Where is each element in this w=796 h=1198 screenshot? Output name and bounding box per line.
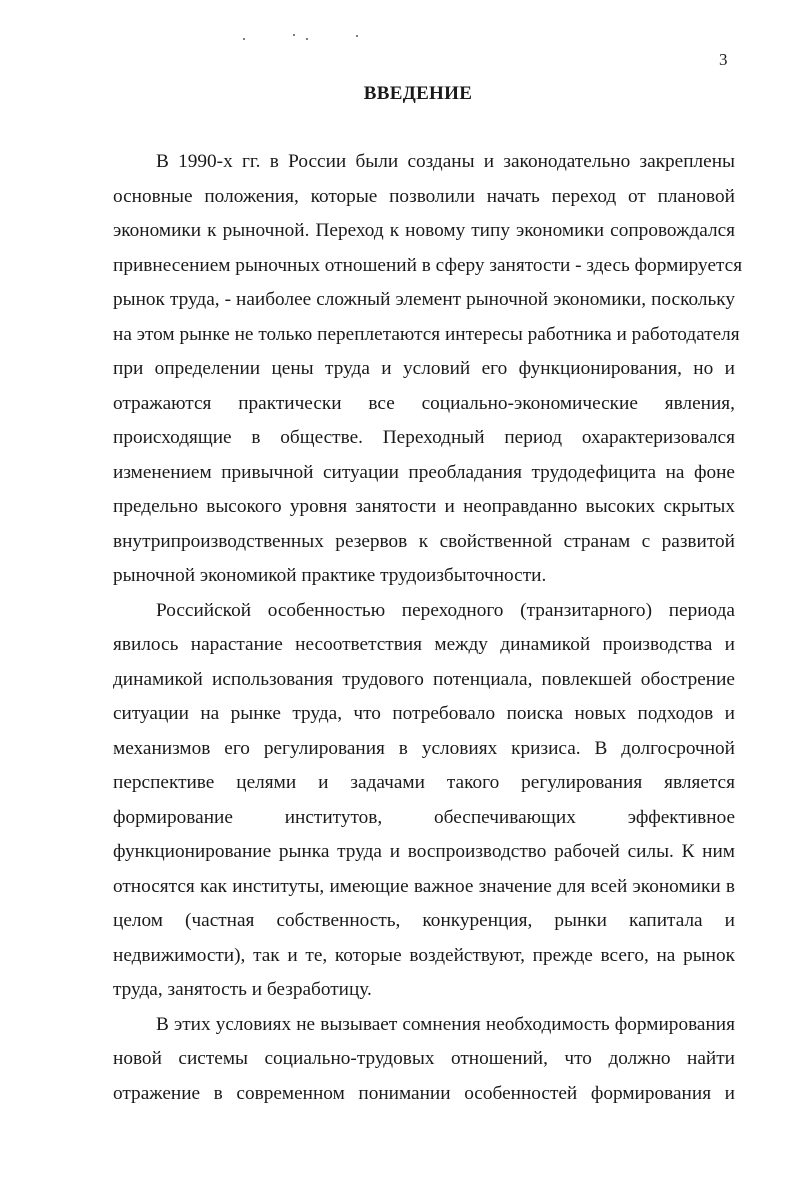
text-line: целом (частная собственность, конкуренция, рынки капитала и xyxy=(113,910,735,931)
text-line: недвижимости), так и те, которые воздействуют, прежде всего, на рынок xyxy=(113,945,735,966)
text-line: внутрипроизводственных резервов к свойственной странам с развитой xyxy=(113,531,735,552)
text-line: основные положения, которые позволили начать переход от плановой xyxy=(113,186,735,207)
text-line: В 1990-х гг. в России были созданы и законодательно закреплены xyxy=(156,151,735,172)
text-line: В этих условиях не вызывает сомнения необходимость формирования xyxy=(156,1014,735,1035)
text-line: перспективе целями и задачами такого регулирования является xyxy=(113,772,735,793)
text-line: Российской особенностью переходного (транзитарного) периода xyxy=(156,600,735,621)
text-line: механизмов его регулирования в условиях кризиса. В долгосрочной xyxy=(113,738,735,759)
text-line: динамикой использования трудового потенциала, повлекшей обострение xyxy=(113,669,735,690)
page-number: 3 xyxy=(719,50,728,69)
scan-speck xyxy=(356,35,358,37)
text-line: предельно высокого уровня занятости и неоправданно высоких скрытых xyxy=(113,496,735,517)
text-line: экономики к рыночной. Переход к новому типу экономики сопровождался xyxy=(113,220,735,241)
text-line: отражаются практически все социально-экономические явления, xyxy=(113,393,735,414)
text-line: привнесением рыночных отношений в сферу занятости - здесь формируется xyxy=(113,255,743,276)
text-line: ситуации на рынке труда, что потребовало поиска новых подходов и xyxy=(113,703,735,724)
text-line: на этом рынке не только переплетаются интересы работника и работодателя xyxy=(113,324,740,345)
page-title: ВВЕДЕНИЕ xyxy=(363,83,473,104)
text-line: происходящие в обществе. Переходный период охарактеризовался xyxy=(113,427,735,448)
scan-speck xyxy=(306,38,308,40)
text-line: изменением привычной ситуации преобладания трудодефицита на фоне xyxy=(113,462,735,483)
text-line: формирование институтов, обеспечивающих эффективное xyxy=(113,807,735,828)
text-line: отражение в современном понимании особенностей формирования и xyxy=(113,1083,735,1104)
scan-speck xyxy=(293,34,295,36)
text-line: труда, занятость и безработицу. xyxy=(113,979,372,1000)
text-line: новой системы социально-трудовых отношений, что должно найти xyxy=(113,1048,735,1069)
text-line: относятся как институты, имеющие важное значение для всей экономики в xyxy=(113,876,735,897)
text-line: при определении цены труда и условий его функционирования, но и xyxy=(113,358,735,379)
scan-speck xyxy=(243,38,245,40)
text-line: функционирование рынка труда и воспроизводство рабочей силы. К ним xyxy=(113,841,735,862)
text-line: рынок труда, - наиболее сложный элемент рыночной экономики, поскольку xyxy=(113,289,735,310)
text-line: рыночной экономикой практике трудоизбыточности. xyxy=(113,565,547,586)
text-line: явилось нарастание несоответствия между динамикой производства и xyxy=(113,634,735,655)
